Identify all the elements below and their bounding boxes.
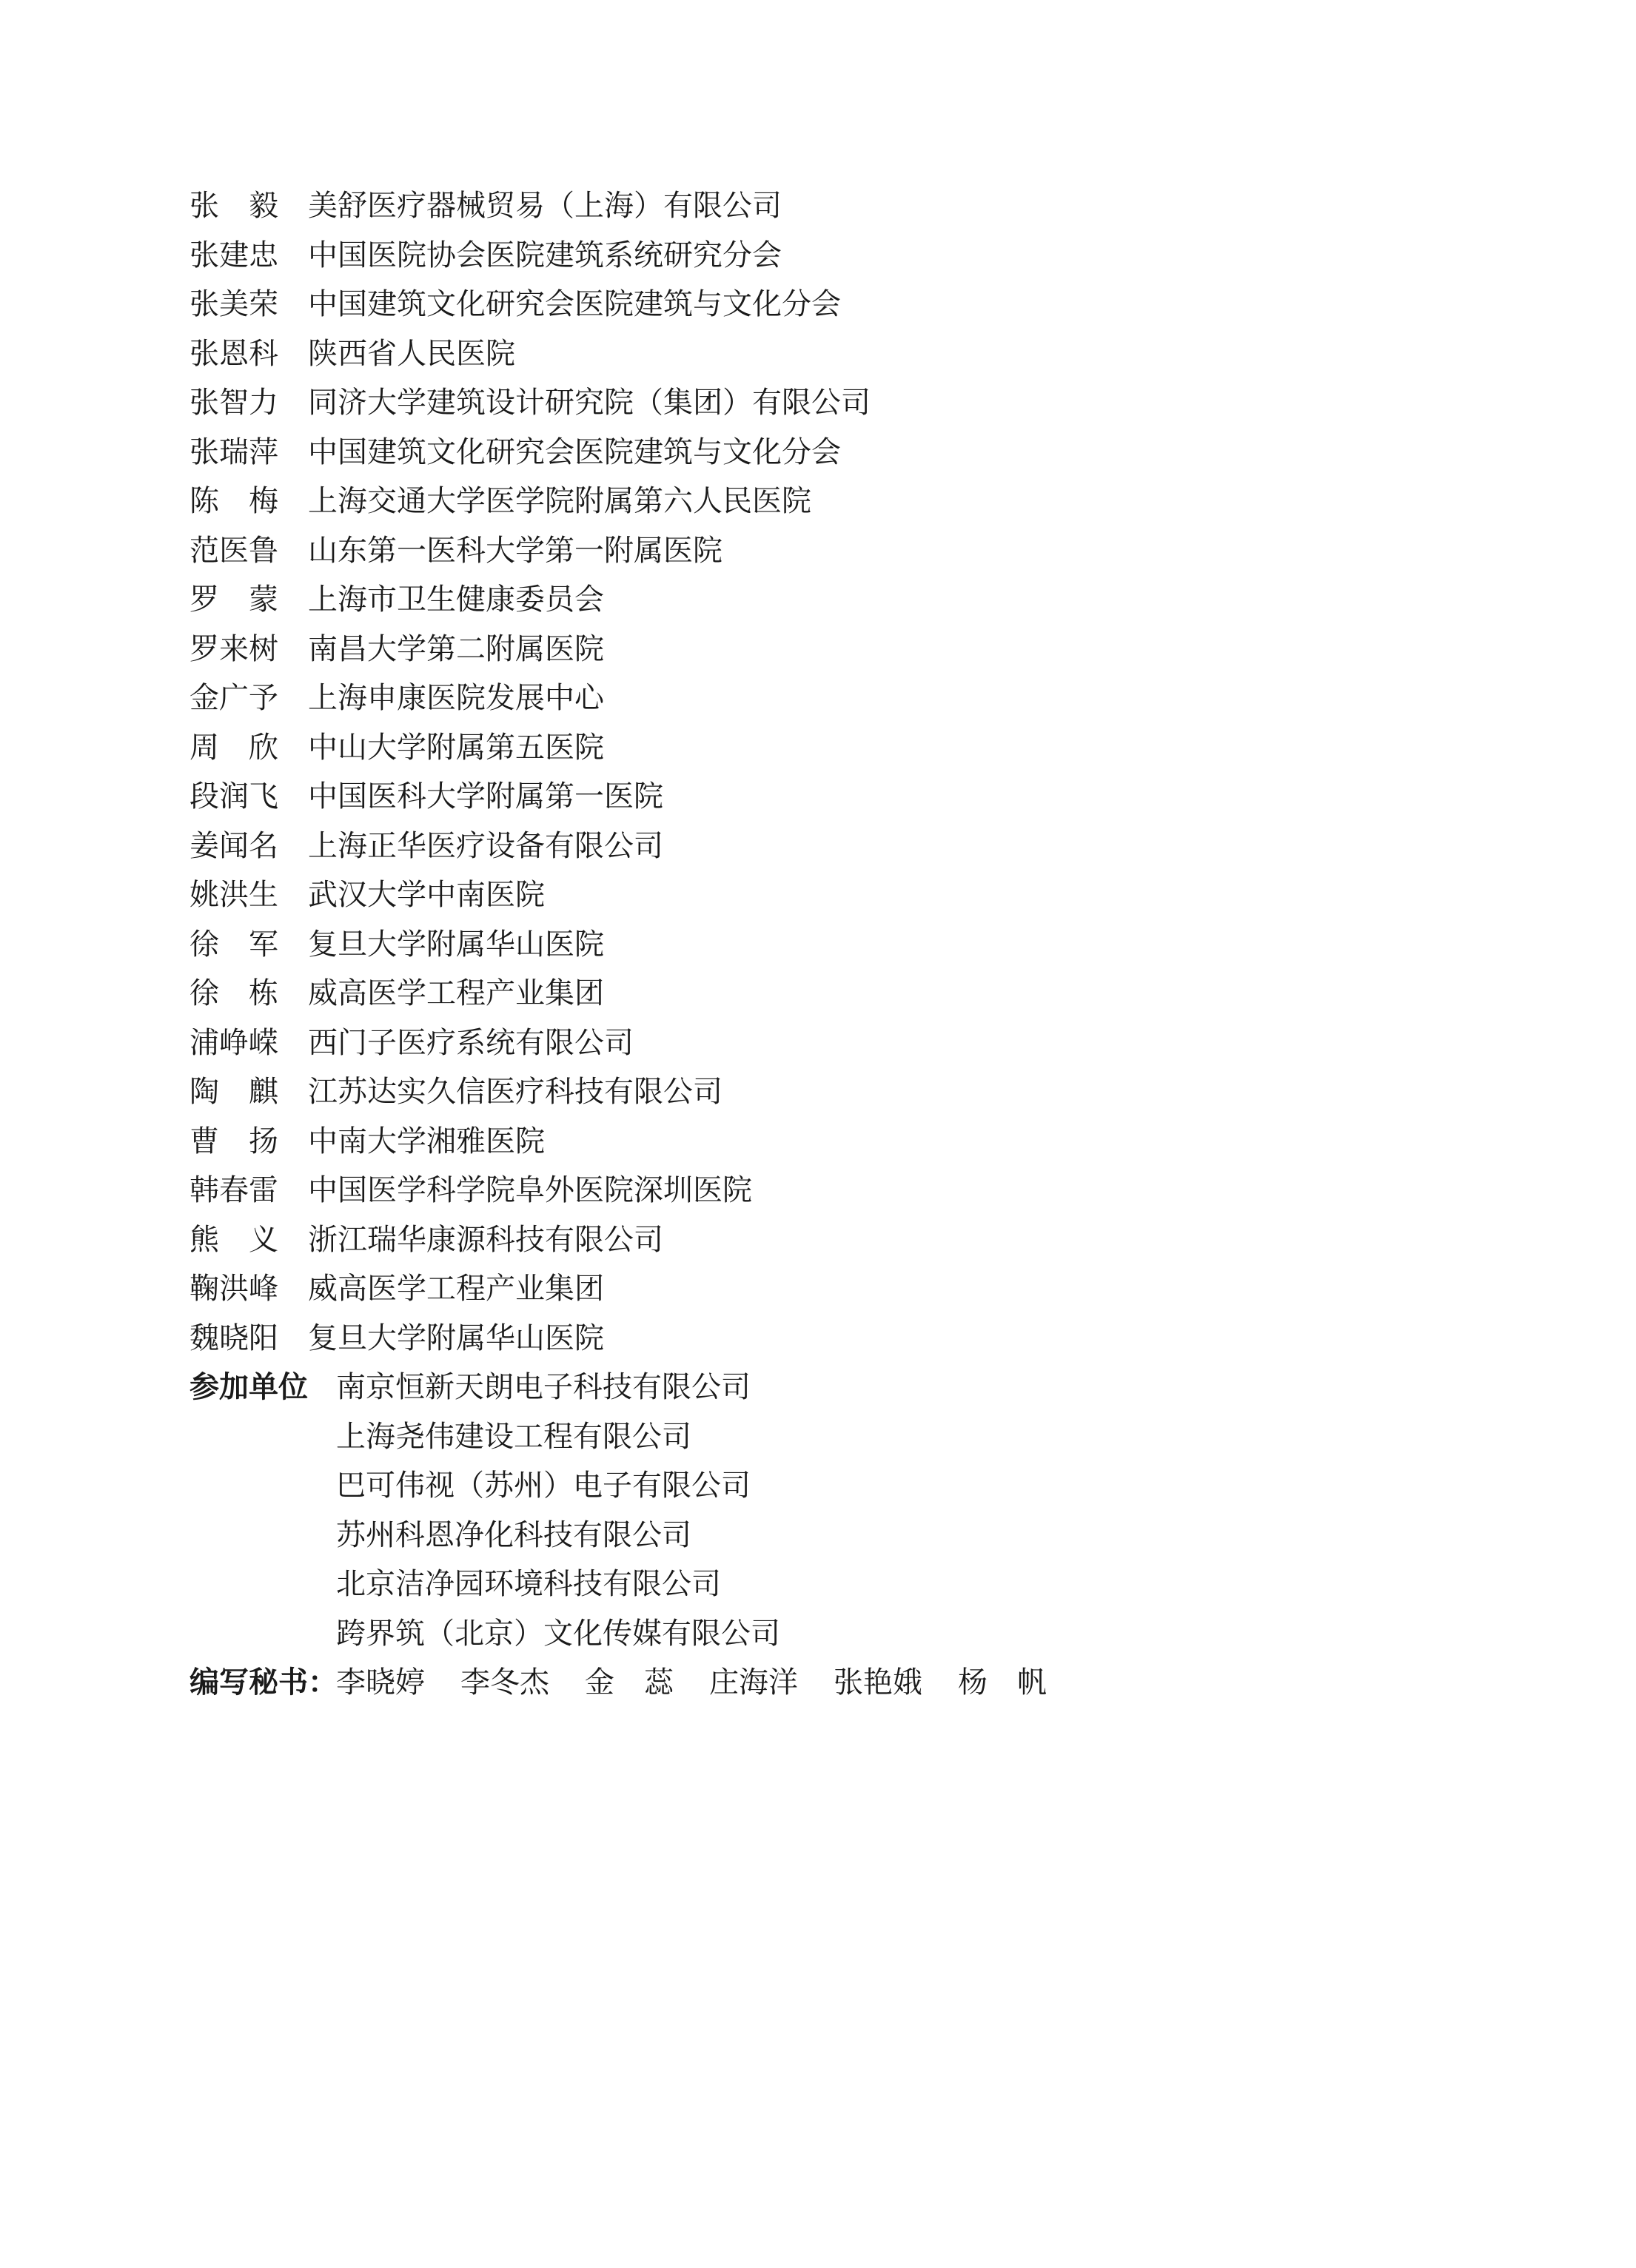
- participating-unit: 巴可伟视（苏州）电子有限公司: [336, 1469, 751, 1503]
- member-org: 上海交通大学医学院附属第六人民医院: [308, 484, 811, 518]
- member-row: [190, 428, 1448, 477]
- member-row: [190, 772, 1448, 822]
- member-name: 浦峥嵘: [190, 1025, 278, 1060]
- participating-unit-row: [190, 1560, 1448, 1609]
- member-row: [190, 1019, 1448, 1068]
- member-org: 山东第一医科大学第一附属医院: [308, 533, 723, 568]
- member-org: 中国医学科学院阜外医院深圳医院: [308, 1173, 752, 1207]
- member-name: 范医鲁: [190, 533, 278, 568]
- secretaries-label: 编写秘书：: [190, 1665, 338, 1700]
- member-org: 陕西省人民医院: [308, 336, 515, 371]
- secretary-name: 张艳娥: [834, 1665, 922, 1700]
- member-name: 金广予: [190, 681, 278, 715]
- member-org: 中南大学湘雅医院: [308, 1124, 545, 1158]
- member-row: [190, 526, 1448, 576]
- member-name: 鞠洪峰: [190, 1272, 278, 1306]
- participating-units-label: 参加单位: [190, 1369, 308, 1404]
- participating-unit-row: [190, 1511, 1448, 1560]
- participating-unit-row: [190, 1412, 1448, 1462]
- member-row: [190, 625, 1448, 674]
- member-row: [190, 1314, 1448, 1363]
- participating-unit: 南京恒新天朗电子科技有限公司: [336, 1370, 751, 1404]
- member-org: 上海市卫生健康委员会: [308, 583, 604, 617]
- member-name: 张美荣: [190, 287, 278, 321]
- member-name: 罗 蒙: [190, 583, 278, 617]
- member-row: [190, 969, 1448, 1019]
- member-row: [190, 1264, 1448, 1314]
- participating-unit: 北京洁净园环境科技有限公司: [336, 1567, 721, 1601]
- member-name: 陶 麒: [190, 1075, 278, 1109]
- member-org: 中国医院协会医院建筑系统研究分会: [308, 238, 782, 272]
- member-org: 浙江瑞华康源科技有限公司: [308, 1222, 663, 1257]
- member-row: [190, 1166, 1448, 1215]
- secretary-name: 杨 帆: [958, 1665, 1047, 1700]
- member-row: [190, 822, 1448, 871]
- secretary-name: 庄海洋: [709, 1665, 798, 1700]
- participating-units-first-row: [190, 1363, 1448, 1412]
- participating-unit-row: [190, 1609, 1448, 1659]
- member-org: 南昌大学第二附属医院: [308, 631, 604, 666]
- member-row: [190, 181, 1448, 231]
- member-org: 江苏达实久信医疗科技有限公司: [308, 1075, 723, 1109]
- member-org: 中国建筑文化研究会医院建筑与文化分会: [308, 287, 841, 321]
- member-org: 中山大学附属第五医院: [308, 730, 604, 765]
- secretaries-row: [190, 1658, 1448, 1708]
- member-name: 陈 梅: [190, 484, 278, 518]
- member-org: 武汉大学中南医院: [308, 878, 545, 912]
- member-row: [190, 674, 1448, 723]
- participating-unit: 跨界筑（北京）文化传媒有限公司: [336, 1616, 780, 1651]
- member-row: [190, 1067, 1448, 1117]
- member-name: 韩春雷: [190, 1173, 278, 1207]
- member-name: 段润飞: [190, 779, 278, 813]
- member-org: 威高医学工程产业集团: [308, 1272, 604, 1306]
- member-name: 张恩科: [190, 336, 278, 371]
- member-row: [190, 575, 1448, 625]
- member-row: [190, 920, 1448, 970]
- member-row: [190, 280, 1448, 329]
- member-row: [190, 329, 1448, 379]
- member-name: 张建忠: [190, 238, 278, 272]
- secretary-name: 李晓婷: [336, 1665, 425, 1700]
- participating-unit-row: [190, 1461, 1448, 1511]
- secretary-name: 李冬杰: [460, 1665, 549, 1700]
- member-org: 西门子医疗系统有限公司: [308, 1025, 634, 1060]
- member-org: 同济大学建筑设计研究院（集团）有限公司: [308, 386, 871, 420]
- participating-unit: 上海尧伟建设工程有限公司: [336, 1419, 691, 1454]
- member-row: [190, 231, 1448, 281]
- participating-unit: 苏州科恩净化科技有限公司: [336, 1517, 691, 1552]
- member-org: 中国医科大学附属第一医院: [308, 779, 663, 813]
- member-name: 熊 义: [190, 1222, 278, 1257]
- member-name: 周 欣: [190, 730, 278, 765]
- member-name: 张智力: [190, 386, 278, 420]
- member-org: 复旦大学附属华山医院: [308, 1321, 604, 1355]
- member-name: 徐 军: [190, 927, 278, 962]
- member-list: [190, 181, 1448, 1363]
- member-name: 魏晓阳: [190, 1321, 278, 1355]
- member-name: 张瑞萍: [190, 435, 278, 469]
- member-org: 中国建筑文化研究会医院建筑与文化分会: [308, 435, 841, 469]
- member-org: 复旦大学附属华山医院: [308, 927, 604, 962]
- member-name: 姜闻名: [190, 828, 278, 863]
- member-name: 罗来树: [190, 631, 278, 666]
- member-row: [190, 477, 1448, 526]
- member-org: 上海申康医院发展中心: [308, 681, 604, 715]
- member-name: 徐 栋: [190, 976, 278, 1010]
- member-name: 曹 扬: [190, 1124, 278, 1158]
- member-row: [190, 1215, 1448, 1265]
- secretary-name: 金 蕊: [585, 1665, 674, 1700]
- contributor-list-page: [190, 181, 1448, 1708]
- member-name: 张 毅: [190, 189, 278, 223]
- member-row: [190, 870, 1448, 920]
- member-row: [190, 378, 1448, 428]
- participating-units-section: [190, 1363, 1448, 1658]
- member-row: [190, 723, 1448, 773]
- member-row: [190, 1117, 1448, 1167]
- member-name: 姚洪生: [190, 878, 278, 912]
- member-org: 上海正华医疗设备有限公司: [308, 828, 663, 863]
- member-org: 美舒医疗器械贸易（上海）有限公司: [308, 189, 782, 223]
- member-org: 威高医学工程产业集团: [308, 976, 604, 1010]
